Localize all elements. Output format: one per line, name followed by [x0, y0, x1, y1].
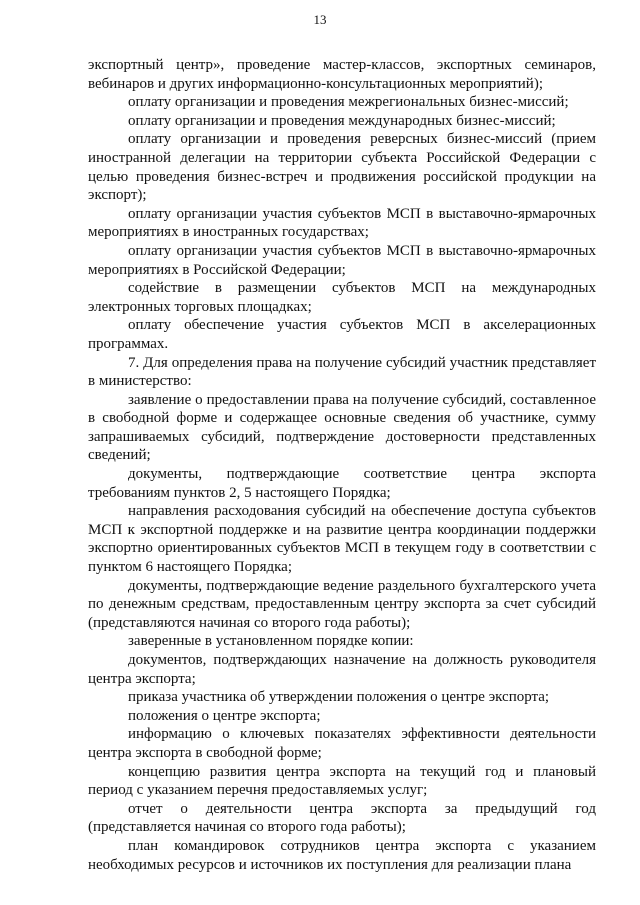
paragraph: оплату обеспечение участия субъектов МСП в акселерационных программах.: [88, 317, 596, 352]
paragraph: оплату организации участия субъектов МСП в выставочно-ярмарочных мероприятиях в Российской Федерации;: [88, 242, 596, 278]
paragraph: план командировок сотрудников центра экспорта с указанием необходимых ресурсов и источников их поступления для реализации плана: [88, 837, 596, 873]
paragraph: заявление о предоставлении права на получение субсидий, составленное в свободной форме и содержащее основные сведения об участнике, сумму запрашиваемых субсидий, подтверждение достоверности представленных сведений;: [88, 391, 596, 464]
paragraph: оплату организации и проведения международных бизнес-миссий;: [128, 112, 556, 129]
document-body: [88, 56, 596, 874]
paragraph: отчет о деятельности центра экспорта за предыдущий год (представляется начиная со второго года работы);: [88, 800, 596, 836]
paragraph: заверенные в установленном порядке копии:: [128, 633, 414, 650]
paragraph: приказа участника об утверждении положения о центре экспорта;: [128, 689, 550, 706]
paragraph: оплату организации участия субъектов МСП в выставочно-ярмарочных мероприятиях в иностранных государствах;: [88, 205, 596, 241]
paragraph: оплату организации и проведения реверсных бизнес-миссий (прием иностранной делегации на территории субъекта Российской Федерации с целью проведения бизнес-встреч и продвижения российской продукции на экспорт);: [88, 131, 596, 204]
paragraph: оплату организации и проведения межрегиональных бизнес-миссий;: [128, 94, 569, 111]
paragraph: положения о центре экспорта;: [128, 707, 321, 724]
paragraph: 7. Для определения права на получение субсидий участник представляет в министерство:: [88, 354, 596, 390]
page-number: 13: [313, 12, 327, 27]
paragraph: документов, подтверждающих назначение на должность руководителя центра экспорта;: [88, 652, 596, 687]
paragraph: документы, подтверждающие ведение раздельного бухгалтерского учета по денежным средствам, предоставленным центру экспорта за счет субсидий (представляются начиная со второго года работы);: [88, 577, 596, 631]
paragraph: информацию о ключевых показателях эффективности деятельности центра экспорта в свободной форме;: [88, 726, 596, 761]
paragraph: концепцию развития центра экспорта на текущий год и плановый период с указанием перечня предоставляемых услуг;: [88, 763, 596, 799]
paragraph: содействие в размещении субъектов МСП на международных электронных торговых площадках;: [88, 280, 596, 315]
paragraph: направления расходования субсидий на обеспечение доступа субъектов МСП к экспортной поддержке и на развитие центра координации поддержки экспортно ориентированных субъектов МСП в текущем году в соответствии с пунктом 6 настоящего Порядка;: [88, 503, 596, 576]
paragraph: экспортный центр», проведение мастер-классов, экспортных семинаров, вебинаров и других информационно-консультационных мероприятий);: [88, 57, 596, 92]
paragraph: документы, подтверждающие соответствие центра экспорта требованиям пунктов 2, 5 настоящего Порядка;: [88, 466, 596, 501]
